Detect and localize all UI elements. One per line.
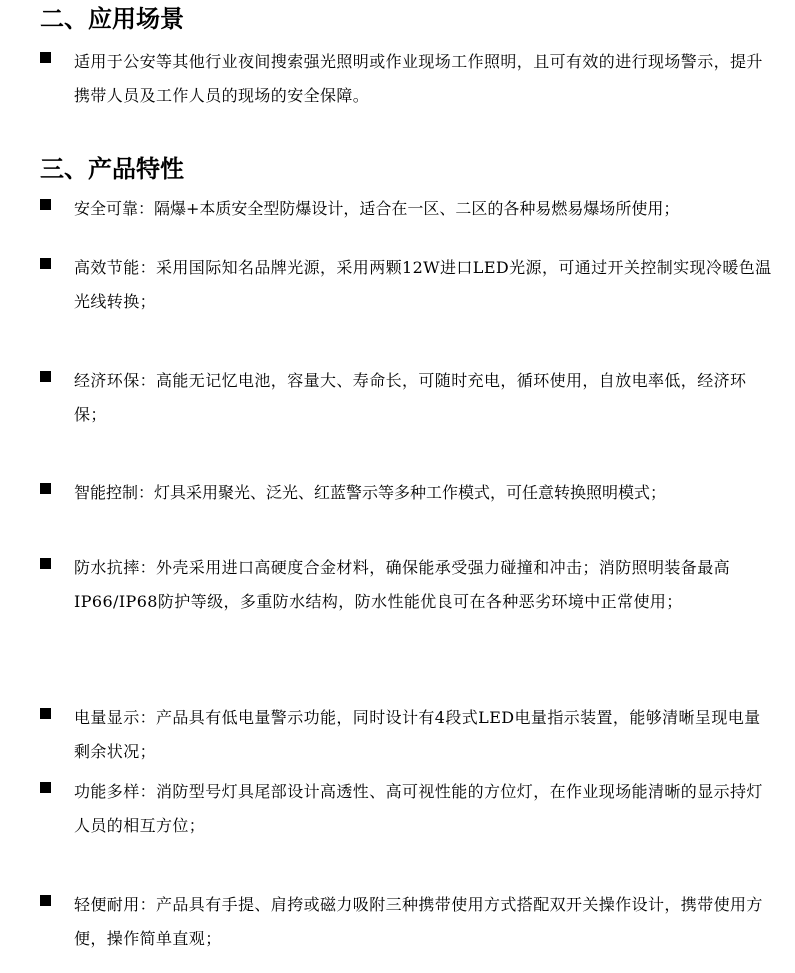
list-item-text: 高效节能：采用国际知名品牌光源，采用两颗12W进口LED光源，可通过开关控制实现冷暖色温光线转换； bbox=[74, 258, 772, 311]
square-bullet-icon bbox=[40, 708, 51, 719]
list-item bbox=[40, 251, 775, 319]
list-item-text: 适用于公安等其他行业夜间搜索强光照明或作业现场工作照明，且可有效的进行现场警示，提升携带人员及工作人员的现场的安全保障。 bbox=[74, 52, 763, 105]
list-item bbox=[40, 364, 775, 432]
square-bullet-icon bbox=[40, 199, 51, 210]
list-item bbox=[40, 888, 775, 956]
list-item-text: 防水抗摔：外壳采用进口高硬度合金材料，确保能承受强力碰撞和冲击；消防照明装备最高IP66/IP68防护等级，多重防水结构，防水性能优良可在各种恶劣环境中正常使用； bbox=[74, 558, 731, 611]
list-item-text: 安全可靠：隔爆+本质安全型防爆设计，适合在一区、二区的各种易燃易爆场所使用； bbox=[74, 199, 680, 218]
square-bullet-icon bbox=[40, 371, 51, 382]
square-bullet-icon bbox=[40, 558, 51, 569]
list-item bbox=[40, 551, 775, 619]
square-bullet-icon bbox=[40, 483, 51, 494]
list-item bbox=[40, 192, 775, 226]
section-heading-application: 二、应用场景 bbox=[40, 5, 184, 33]
list-item bbox=[40, 775, 775, 843]
list-item-text: 经济环保：高能无记忆电池，容量大、寿命长，可随时充电，循环使用，自放电率低，经济环保； bbox=[74, 371, 747, 424]
list-item-text: 智能控制：灯具采用聚光、泛光、红蓝警示等多种工作模式，可任意转换照明模式； bbox=[74, 483, 667, 502]
list-item-text: 功能多样：消防型号灯具尾部设计高透性、高可视性能的方位灯，在作业现场能清晰的显示持灯人员的相互方位； bbox=[74, 782, 763, 835]
list-item bbox=[40, 476, 775, 510]
square-bullet-icon bbox=[40, 895, 51, 906]
list-item bbox=[40, 701, 775, 769]
square-bullet-icon bbox=[40, 258, 51, 269]
list-item-text: 电量显示：产品具有低电量警示功能，同时设计有4段式LED电量指示装置，能够清晰呈现电量剩余状况； bbox=[74, 708, 761, 761]
square-bullet-icon bbox=[40, 782, 51, 793]
list-item bbox=[40, 45, 775, 113]
list-item-text: 轻便耐用：产品具有手提、肩挎或磁力吸附三种携带使用方式搭配双开关操作设计，携带使用方便，操作简单直观； bbox=[74, 895, 763, 948]
section-heading-features: 三、产品特性 bbox=[40, 155, 184, 183]
square-bullet-icon bbox=[40, 52, 51, 63]
